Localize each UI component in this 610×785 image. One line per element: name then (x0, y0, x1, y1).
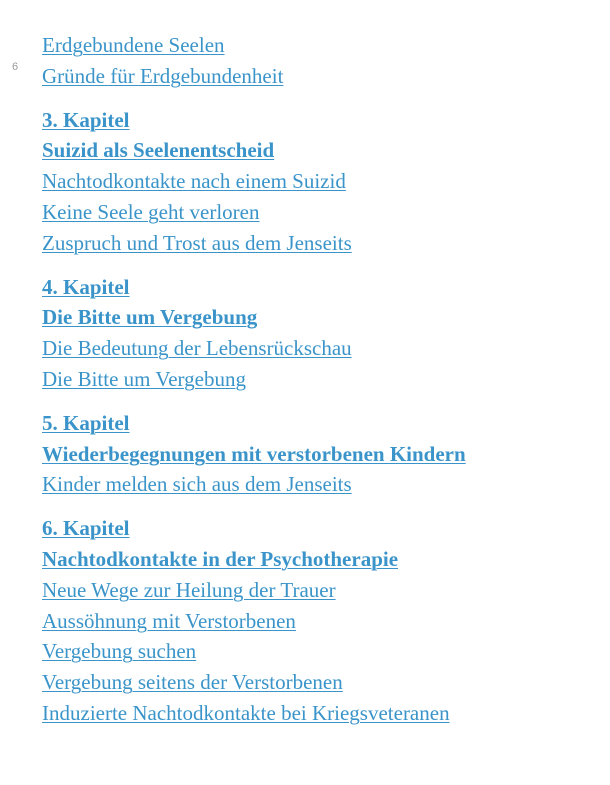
chapter-title[interactable]: Suizid als Seelenentscheid (42, 138, 275, 163)
table-of-contents (42, 30, 592, 729)
toc-link[interactable]: Vergebung seitens der Verstorbenen (42, 670, 343, 695)
chapter-label[interactable]: 4. Kapitel (42, 274, 130, 299)
toc-link[interactable]: Nachtodkontakte nach einem Suizid (42, 169, 346, 194)
toc-link[interactable]: Neue Wege zur Heilung der Trauer (42, 577, 336, 602)
toc-link[interactable]: Kinder melden sich aus dem Jenseits (42, 472, 352, 497)
toc-link[interactable]: Die Bitte um Vergebung (42, 366, 246, 391)
chapter-5 (42, 408, 592, 500)
toc-group-intro (42, 30, 592, 92)
toc-link[interactable]: Die Bedeutung der Lebensrückschau (42, 336, 352, 361)
toc-link[interactable]: Zuspruch und Trost aus dem Jenseits (42, 230, 352, 255)
toc-link[interactable]: Vergebung suchen (42, 639, 197, 664)
chapter-4 (42, 272, 592, 395)
chapter-title[interactable]: Wiederbegegnungen mit verstorbenen Kindern (42, 441, 466, 466)
chapter-3 (42, 105, 592, 259)
chapter-title[interactable]: Nachtodkontakte in der Psychotherapie (42, 546, 399, 571)
chapter-label[interactable]: 3. Kapitel (42, 107, 130, 132)
chapter-6 (42, 513, 592, 729)
toc-link[interactable]: Aussöhnung mit Verstorbenen (42, 608, 296, 633)
page-number: 6 (12, 61, 19, 73)
toc-link[interactable]: Gründe für Erdgebundenheit (42, 63, 284, 88)
chapter-label[interactable]: 6. Kapitel (42, 516, 130, 541)
toc-link[interactable]: Induzierte Nachtodkontakte bei Kriegsveteranen (42, 700, 450, 725)
toc-link[interactable]: Erdgebundene Seelen (42, 33, 225, 57)
chapter-title[interactable]: Die Bitte um Vergebung (42, 305, 258, 330)
toc-link[interactable]: Keine Seele geht verloren (42, 199, 260, 224)
chapter-label[interactable]: 5. Kapitel (42, 410, 130, 435)
